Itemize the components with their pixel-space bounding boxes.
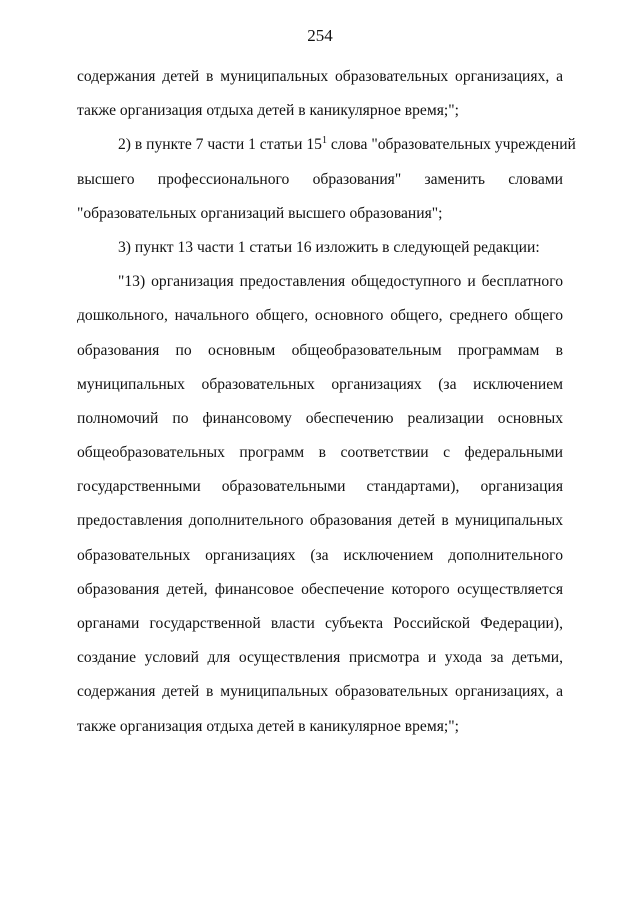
text-line: "13) организация предоставления общедоступного и бесплатного — [118, 273, 563, 291]
text-line: органами государственной власти субъекта Российской Федерации), — [77, 615, 563, 632]
text-line: 3) пункт 13 части 1 статьи 16 изложить в следующей редакции: — [118, 238, 540, 256]
text-line-with-superscript — [77, 128, 576, 162]
text-line: содержания детей в муниципальных образовательных организациях, а — [77, 683, 563, 701]
text-line: дошкольного, начального общего, основного общего, среднего общего — [77, 307, 563, 325]
superscript: 1 — [321, 135, 327, 147]
text-line: содержания детей в муниципальных образовательных организациях, а — [77, 68, 563, 85]
text-segment: 2) в пункте 7 части 1 статьи 15 — [118, 136, 322, 154]
text-line: образования детей, финансовое обеспечение которого осуществляется — [77, 580, 563, 598]
text-line: высшего профессионального образования" заменить словами — [77, 170, 563, 188]
page-number: 254 — [307, 26, 333, 45]
document-body — [77, 60, 576, 744]
text-line: муниципальных образовательных организациях (за исключением — [77, 375, 563, 393]
text-line: образования по основным общеобразовательным программам в — [77, 341, 563, 359]
text-line: создание условий для осуществления присмотра и ухода за детьми, — [77, 649, 563, 667]
text-line: также организация отдыха детей в каникулярное время;"; — [77, 102, 459, 120]
text-line: также организация отдыха детей в каникулярное время;"; — [77, 717, 459, 735]
text-line: "образовательных организаций высшего образования"; — [77, 204, 443, 222]
text-line: общеобразовательных программ в соответствии с федеральными — [77, 444, 563, 462]
text-line: образовательных организациях (за исключением дополнительного — [77, 546, 563, 564]
text-line: полномочий по финансовому обеспечению реализации основных — [77, 409, 563, 427]
text-segment: слова "образовательных учреждений — [326, 136, 576, 154]
text-line: государственными образовательными стандартами), организация — [77, 478, 563, 496]
text-line: предоставления дополнительного образования детей в муниципальных — [77, 512, 563, 530]
